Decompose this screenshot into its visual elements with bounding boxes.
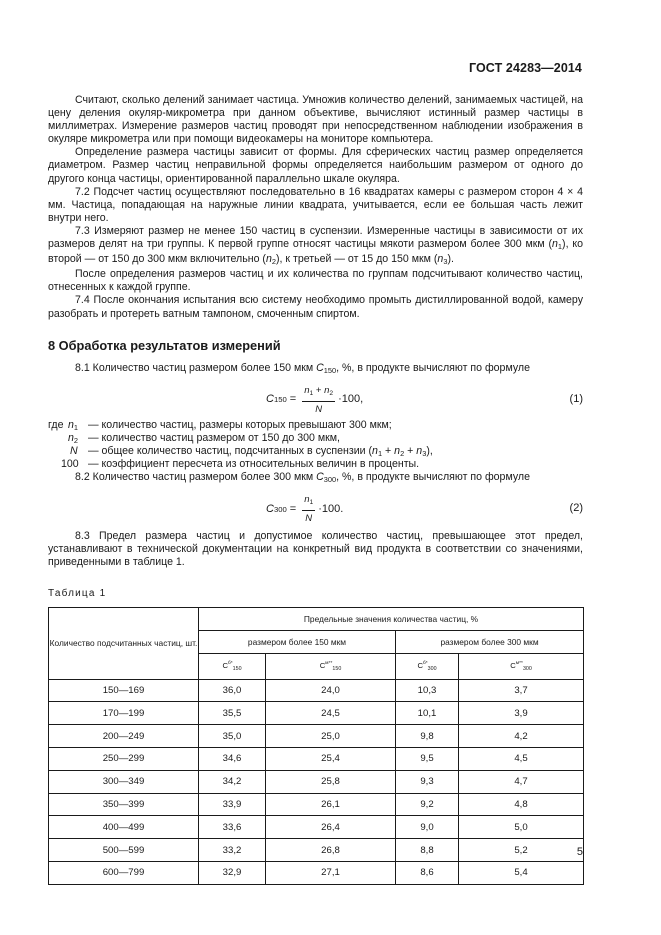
formula-1: C 150 = $\frac{n_1 + n_2}{N}$ ·100, (1) <box>266 384 583 415</box>
table-cell: 9,3 <box>396 770 459 793</box>
table-row <box>49 862 584 885</box>
table-row <box>49 748 584 771</box>
paragraph-7-2: 7.2 Подсчет частиц осуществляют последовательно в 16 квадратах камеры с размером сторон 4 × 4 мм. Частица, попадающая на наружные линии квадрата, учитывается, если ее большая часть лежит внутри него. <box>48 185 583 224</box>
table-cell: 3,7 <box>459 679 584 702</box>
table-cell: 9,8 <box>396 725 459 748</box>
table-cell: 8,8 <box>396 839 459 862</box>
table-cell: 4,8 <box>459 793 584 816</box>
table-cell: 200—249 <box>49 725 199 748</box>
table-cell: 33,6 <box>199 816 266 839</box>
section-8-title: 8 Обработка результатов измерений <box>48 337 281 353</box>
table-cell: 8,6 <box>396 862 459 885</box>
table-cell: 3,9 <box>459 702 584 725</box>
table-cell: 25,4 <box>266 748 396 771</box>
header-c300-b: $C^{б*}_{300}$ <box>396 653 459 679</box>
table-cell: 24,0 <box>266 679 396 702</box>
table-row <box>49 770 584 793</box>
table-cell: 4,5 <box>459 748 584 771</box>
table-cell: 25,8 <box>266 770 396 793</box>
paragraph-8-1: 8.1 Количество частиц размером более 150 мкм $C_{150}$, %, в продукте вычисляют по формуле <box>75 361 530 375</box>
table-cell: 35,5 <box>199 702 266 725</box>
paragraph-1: Считают, сколько делений занимает частица. Умножив количество делений, занимаемых частицей, на цену деления окуляр-микрометра при данном объективе, вычисляют истинный размер частицы в миллиметрах. Измерение размеров частиц проводят при непосредственном наблюдении изображения в окуляре микрометра или при помощи видеокамеры на мониторе компьютера. <box>48 94 583 146</box>
table-cell: 33,9 <box>199 793 266 816</box>
paragraph-2: Определение размера частицы зависит от формы. Для сферических частиц размер определяется диаметром. Размер частиц неправильной формы определяется наибольшим размером от одного до другого конца частицы, ориентированной параллельно шкале окуляра. <box>48 146 583 185</box>
paragraph-7-3: 7.3 Измеряют размер не менее 150 частиц в суспензии. Измеренные частицы в зависимости от их размеров делят на три группы. К первой группе относят частицы мякоти размером более 300 мкм $(n_1)$, ко второй — от 150 до 300 мкм включительно $(n_2)$, к третьей — от 15 до 150 мкм $(n_3)$. <box>48 224 583 267</box>
table-cell: 34,2 <box>199 770 266 793</box>
table-cell: 250—299 <box>49 748 199 771</box>
table-cell: 4,2 <box>459 725 584 748</box>
page-content <box>48 94 583 885</box>
table-cell: 10,3 <box>396 679 459 702</box>
header-group-300: размером более 300 мкм <box>396 630 584 653</box>
table-cell: 26,8 <box>266 839 396 862</box>
table-cell: 33,2 <box>199 839 266 862</box>
where-list: где $n_1$ — количество частиц, размеры которых превышают 300 мкм; $n_2$ — количество частиц размером от 150 до 300 мкм, N — общее количество частиц, подсчитанных в суспензии $(n_1 + n_2 + n_3)$, 100 — коэффициент пересчета из относительных величин в проценты. <box>48 418 433 471</box>
table-cell: 32,9 <box>199 862 266 885</box>
formula-1-number: (1) <box>569 392 583 405</box>
document-code: ГОСТ 24283—2014 <box>468 61 582 75</box>
paragraph-7-4: 7.4 После окончания испытания всю систему необходимо промыть дистиллированной водой, камеру разобрать и протереть ватным тампоном, смоченным спиртом. <box>48 294 583 320</box>
table-cell: 9,0 <box>396 816 459 839</box>
table-cell: 4,7 <box>459 770 584 793</box>
formula-2-number: (2) <box>569 502 583 515</box>
table-cell: 35,0 <box>199 725 266 748</box>
table-row <box>49 839 584 862</box>
table-cell: 36,0 <box>199 679 266 702</box>
table-cell: 25,0 <box>266 725 396 748</box>
paragraph-8-2: 8.2 Количество частиц размером более 300 мкм $C_{300}$, %, в продукте вычисляют по формуле <box>75 471 530 485</box>
table-cell: 26,4 <box>266 816 396 839</box>
table-cell: 150—169 <box>49 679 199 702</box>
table-cell: 5,0 <box>459 816 584 839</box>
table-cell: 600—799 <box>49 862 199 885</box>
table-row <box>49 679 584 702</box>
table-cell: 24,5 <box>266 702 396 725</box>
table-cell: 9,5 <box>396 748 459 771</box>
header-limits: Предельные значения количества частиц, % <box>199 607 584 630</box>
table-cell: 350—399 <box>49 793 199 816</box>
header-count: Количество подсчитанных частиц, шт. <box>49 607 199 679</box>
table-cell: 500—599 <box>49 839 199 862</box>
table-row <box>49 816 584 839</box>
table-1 <box>48 607 584 885</box>
table-cell: 170—199 <box>49 702 199 725</box>
paragraph-8-3: 8.3 Предел размера частиц и допустимое количество частиц, превышающее этот предел, устанавливают в технической документации на конкретный вид продукта в соответствии со значениями, приведенными в таблице 1. <box>48 530 583 569</box>
table-cell: 5,4 <box>459 862 584 885</box>
table-row <box>49 702 584 725</box>
table-cell: 400—499 <box>49 816 199 839</box>
header-c300-m: $C^{м**}_{300}$ <box>459 653 584 679</box>
table-cell: 26,1 <box>266 793 396 816</box>
table-row <box>49 793 584 816</box>
table-cell: 9,2 <box>396 793 459 816</box>
table-cell: 27,1 <box>266 862 396 885</box>
table-cell: 34,6 <box>199 748 266 771</box>
header-c150-m: $C^{м**}_{150}$ <box>266 653 396 679</box>
table-caption: Таблица 1 <box>48 587 107 599</box>
page-number: 5 <box>576 846 583 858</box>
table-cell: 300—349 <box>49 770 199 793</box>
table-cell: 5,2 <box>459 839 584 862</box>
paragraph-7-3-continued: После определения размеров частиц и их количества по группам подсчитывают количество частиц, отнесенных к каждой группе. <box>48 268 583 294</box>
header-c150-b: $C^{б*}_{150}$ <box>199 653 266 679</box>
formula-2: C 300 = $\frac{n_1}{N}$ ·100. (2) <box>266 494 583 525</box>
table-cell: 10,1 <box>396 702 459 725</box>
table-row <box>49 725 584 748</box>
header-group-150: размером более 150 мкм <box>199 630 396 653</box>
